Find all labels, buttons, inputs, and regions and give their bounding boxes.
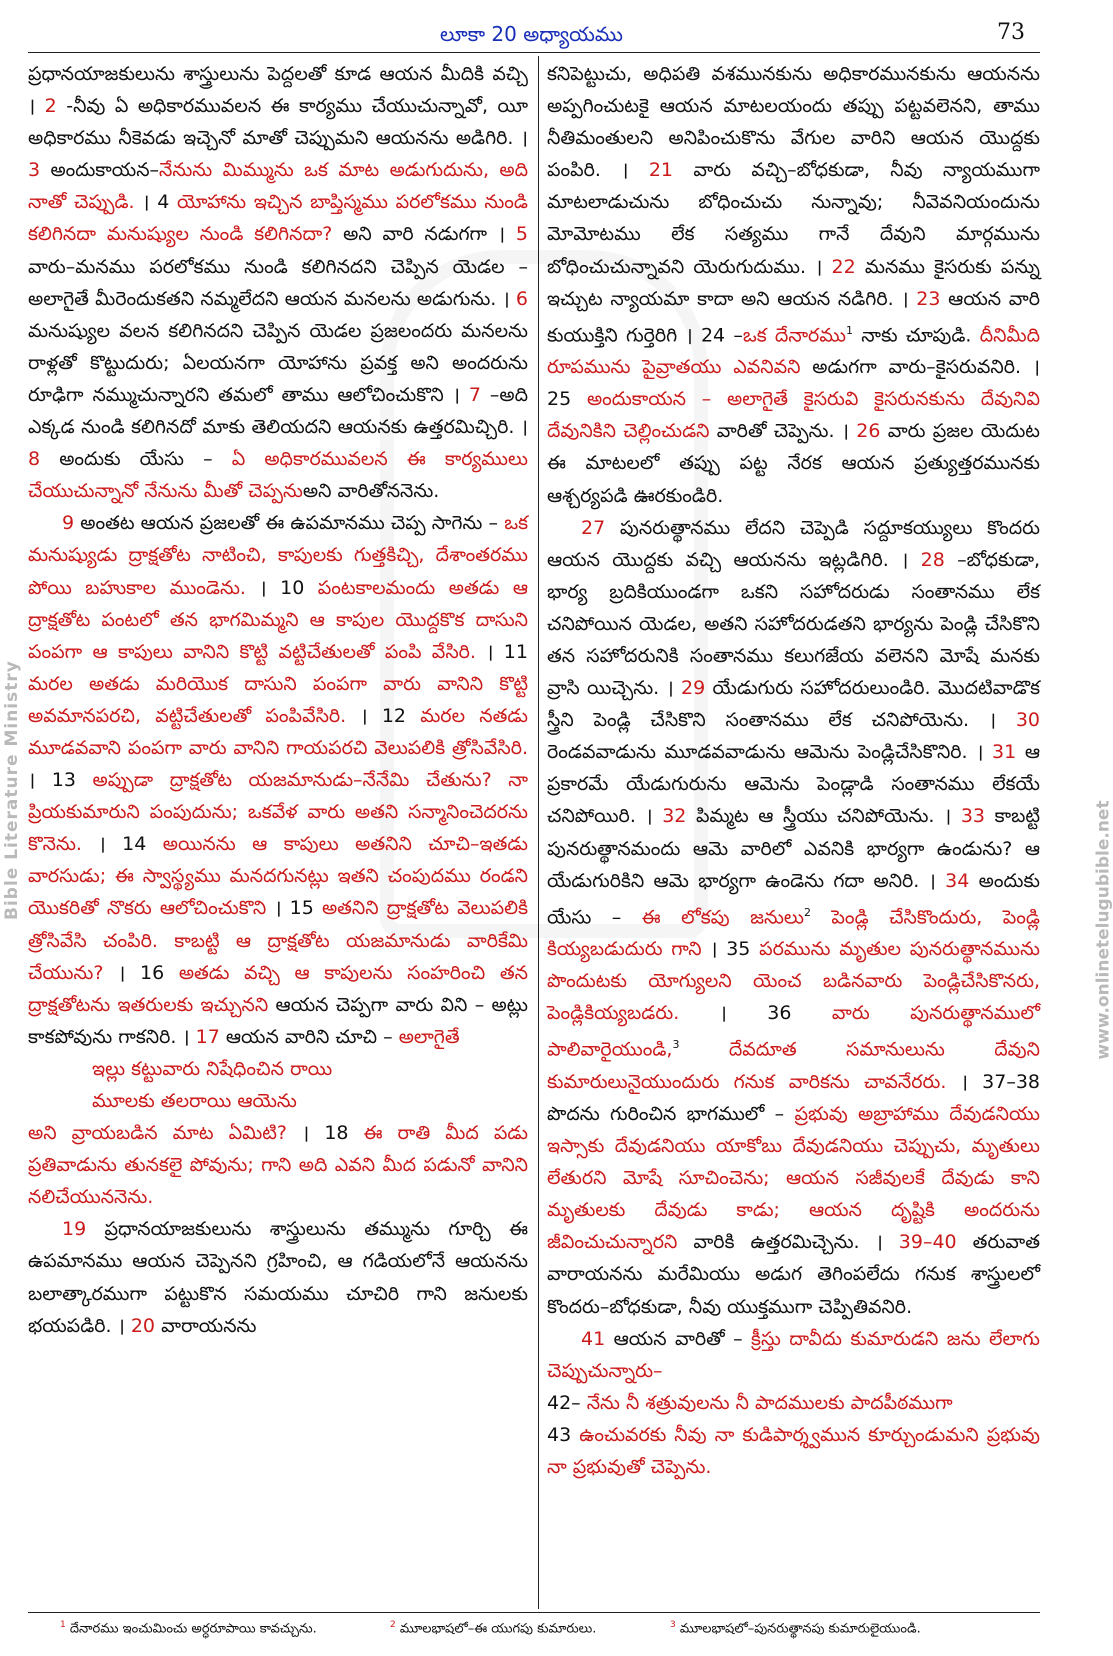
- verse-number: 19: [62, 1218, 87, 1241]
- verse-text: అడుగగా వారు–కైసరువనిరి. । 25: [547, 356, 1040, 411]
- red-letter-text: పరమును మృతుల పునరుత్థానమును పొందుటకు యోగ్యులని యెంచ బడినవారు పెండ్లిచేసికొనరు, పెండ్లికియ్యబడరు.: [547, 938, 1040, 1025]
- verse-text: అందుకు యేసు –: [547, 869, 1040, 929]
- red-letter-text: యోహాను ఇచ్చిన బాప్తిస్మము పరలోకము నుండి కలిగినదా మనుష్యుల నుండి కలిగినదా?: [28, 191, 528, 246]
- verse-text: రెండవవాడును మూడవవాడును ఆమెను పెండ్లిచేసికొనిరి. ।: [547, 741, 993, 764]
- watermark-left: Bible Literature Ministry: [2, 660, 22, 920]
- page-number: 73: [997, 20, 1025, 45]
- red-letter-text: అతనిని ద్రాక్షతోట వెలుపలికి త్రోసివేసి చంపిరి. కాబట్టి ఆ ద్రాక్షతోట యజమానుడు వారికేమి చేయును?: [28, 897, 528, 984]
- verse-text: । 15: [266, 897, 322, 920]
- verse-number: 27: [581, 516, 606, 539]
- verse-number: 30: [1015, 709, 1040, 732]
- verse-text: తరువాత వారాయనను మరేమియు అడుగ తెగింపలేదు గనుక శాస్త్రులలో కొందరు–బోధకుడా, నీవు యుక్తముగా చెప్పితివనిరి.: [547, 1231, 1040, 1318]
- verse-text: [811, 906, 831, 928]
- footnote: [670, 1620, 921, 1639]
- verse-number: 33: [960, 805, 986, 828]
- column-divider: [538, 56, 539, 1609]
- verse-text: ప్రధానయాజకులును శాస్త్రులును తమ్మును గూర్చి ఈ ఉపమానము ఆయన చెప్పెనని గ్రహించి, ఆ గడియలోనే ఆయనను బలాత్కారముగా పట్టుకొన సమయము చూచిరి గాని జనులకు భయపడిరి. ।: [28, 1218, 528, 1337]
- verse-number: 2: [44, 95, 57, 118]
- verse-text: ఆయన వారితో –: [605, 1327, 752, 1350]
- verse-text: ఆయన వారి కుయుక్తిని గుర్తెరిగి । 24 –: [547, 287, 1040, 347]
- verse-text: ఆయన వారిని చూచి –: [219, 1025, 399, 1048]
- verse-number: 28: [920, 548, 945, 571]
- paragraph: [547, 1323, 1040, 1387]
- red-letter-text: దేవదూత సమానులును దేవుని కుమారులునైయుందురు గనుక వారికను చావనేరరు.: [547, 1038, 1040, 1093]
- paragraph: [28, 507, 528, 1053]
- verse-number: 26: [856, 420, 881, 443]
- red-letter-text: ఒక దేనారము: [742, 324, 847, 347]
- quote-line: ఇల్లు కట్టువారు నిషేధించిన రాయి: [92, 1057, 333, 1080]
- red-letter-text: అప్పుడా ద్రాక్షతోట యజమానుడు–నేనేమి చేతును? నా ప్రియకుమారుని పంపుదును; ఒకవేళ వారు అతని సన్మానించెదరను కొనెను.: [28, 769, 528, 856]
- verse-text: యేడుగురు సహోదరులుండిరి. మొదటివాడొక స్త్రీని పెండ్లి చేసికొని సంతానము లేక చనిపోయెను. ।: [547, 677, 1040, 732]
- paragraph: [547, 1419, 1040, 1483]
- left-column: [28, 58, 528, 1342]
- verse-text: పిమ్మట ఆ స్త్రీయు చనిపోయెను. ।: [686, 805, 961, 828]
- red-letter-text: పెండ్లి చేసికొందురు, పెండ్లి కియ్యబడుదురు గాని: [547, 906, 1040, 961]
- verse-text: । 18: [286, 1122, 364, 1145]
- footnote-marker: 1: [846, 323, 854, 337]
- right-column: [547, 58, 1040, 1483]
- verse-text: । 4: [134, 191, 178, 214]
- verse-number: 41: [581, 1327, 606, 1350]
- red-letter-text: అతడు వచ్చి ఆ కాపులను సంహరించి తన ద్రాక్షతోటను ఇతరులకు ఇచ్చునని: [28, 961, 529, 1016]
- verse-text: వారు ప్రజల యెదుట ఈ మాటలలో తప్పు పట్ట నేరక ఆయన ప్రత్యుత్తరమునకు ఆశ్చర్యపడి ఊరకుండిరి.: [547, 420, 1040, 507]
- footnote-text: దేనారము ఇంచుమించు అర్ధరూపాయి కావచ్చును.: [65, 1621, 317, 1637]
- verse-text: 42–: [547, 1391, 587, 1414]
- verse-text: । 11: [475, 640, 528, 663]
- footnote: [390, 1620, 596, 1639]
- verse-number: 20: [130, 1314, 156, 1337]
- verse-text: నాకు చూపుడి.: [853, 324, 980, 347]
- watermark-right: www.onlinetelugubible.net: [1093, 800, 1113, 1060]
- verse-text: అని వారి నడుగగా ।: [332, 223, 516, 246]
- paragraph: [547, 512, 1040, 1323]
- red-letter-text: దీనిమీది రూపమును పైవ్రాతయు ఎవనివని: [547, 324, 1040, 379]
- red-letter-text: మరల అతడు మరియొక దాసుని పంపగా వారు వానిని కొట్టి అవమానపరచి, వట్టిచేతులతో పంపివేసిరి.: [28, 672, 528, 727]
- verse-number: 29: [681, 677, 706, 700]
- verse-number: 32: [662, 805, 687, 828]
- red-letter-text: అని వ్రాయబడిన మాట ఏమిటి?: [28, 1122, 287, 1145]
- verse-number: 31: [992, 741, 1017, 764]
- red-letter-text: ఏ అధికారమువలన ఈ కార్యములు చేయుచున్నానో నేనును మీతో చెప్పను: [28, 448, 528, 503]
- footnote-mark: 3: [670, 1620, 676, 1630]
- paragraph: [28, 1117, 528, 1213]
- verse-text: ప్రధానయాజకులును శాస్త్రులును పెద్దలతో కూడ ఆయన మీదికి వచ్చి ।: [28, 63, 528, 118]
- verse-number: 9: [62, 512, 75, 535]
- verse-number: 21: [648, 159, 673, 182]
- verse-text: । 16: [103, 961, 179, 984]
- footnote: [60, 1620, 317, 1639]
- verse-text: అని వారితోననెను.: [302, 480, 440, 503]
- verse-text: కనిపెట్టుచు, అధిపతి వశమునకును అధికారమునకును ఆయనను అప్పగించుటకై ఆయన మాటలయందు తప్పు పట్టవలెనని, తాము నీతిమంతులని అనిపించుకొను వేగుల వారిని ఆయన యొద్దకు పంపిరి. ।: [547, 63, 1040, 182]
- verse-text: –అది ఎక్కడ నుండి కలిగినదో మాకు తెలియదని ఆయనకు ఉత్తరమిచ్చిరి. ।: [28, 383, 528, 439]
- book-name: లూకా: [440, 22, 486, 46]
- running-title: [0, 22, 1063, 51]
- verse-number: 7: [468, 383, 481, 406]
- footnote-marker: 2: [803, 905, 811, 919]
- verse-text: । 36: [679, 1002, 832, 1025]
- verse-text: ఆ ప్రకారమే యేడుగురును ఆమెను పెండ్లాడి సంతానము లేకయే చనిపోయిరి. ।: [547, 741, 1040, 828]
- red-letter-text: అందుకాయన – అలాగైతే కైసరువి కైసరునకును దేవునివి దేవునికిని చెల్లించుడని: [547, 388, 1040, 443]
- red-letter-text: అలాగైతే: [398, 1025, 460, 1048]
- footnote-mark: 2: [390, 1620, 396, 1630]
- verse-text: అంతట ఆయన ప్రజలతో ఈ ఉపమానము చెప్ప సాగెను –: [74, 512, 505, 535]
- red-letter-text: ఉంచువరకు నీవు నా కుడిపార్శ్వమున కూర్చుండుమని ప్రభువు నా ప్రభువుతో చెప్పెను.: [547, 1423, 1041, 1479]
- verse-number: 39–40: [898, 1231, 957, 1254]
- verse-text: ఆయన చెప్పగా వారు విని – అట్లు కాకపోవును గాకనిరి. ।: [28, 993, 528, 1048]
- red-letter-text: పంటకాలమందు అతడు ఆ ద్రాక్షతోట పంటలో తన భాగమిమ్మని ఆ కాపుల యొద్దకొక దాసుని పంపగా ఆ కాపులు వానిని కొట్టి వట్టిచేతులతో పంపి వేసిరి.: [28, 576, 529, 663]
- paragraph: [28, 1213, 528, 1341]
- footnote-marker: 3: [672, 1038, 680, 1052]
- red-letter-text: వారు పునరుత్థానములో పాలివారైయుండి,: [547, 1002, 1040, 1061]
- verse-text: పునరుత్థానము లేదని చెప్పెడి సద్దూకయ్యులు కొందరు ఆయన యొద్దకు వచ్చి ఆయనను ఇట్లడిగిరి. ।: [547, 516, 1040, 571]
- red-letter-text: నేను నీ శత్రువులను నీ పాదములకు పాదపీఠముగా: [586, 1391, 953, 1414]
- page-header: [0, 0, 1063, 52]
- verse-text: । 35: [701, 938, 760, 961]
- paragraph: [547, 58, 1040, 512]
- verse-text: మనము కైసరుకు పన్ను ఇచ్చుట న్యాయమా కాదా అని ఆయన నడిగిరి. ।: [547, 255, 1040, 310]
- verse-text: వారు వచ్చి–బోధకుడా, నీవు న్యాయముగా మాటలాడుచును బోధించుచు నున్నావు; నీవెవనియందును మోమోటము లేక సత్యము గానే దేవుని మార్గమును బోధించుచున్నావని యెరుగుదుము. ।: [547, 159, 1040, 278]
- verse-text: మనుష్యుల వలన కలిగినదని చెప్పిన యెడల ప్రజలందరు మనలను రాళ్లతో కొట్టుదురు; ఏలయనగా యోహాను ప్రవక్త అని అందరును రూఢిగా నమ్ముచున్నారని తమలో తాము ఆలోచించుకొని ।: [28, 319, 528, 406]
- verse-text: -నీవు ఏ అధికారమువలన ఈ కార్యము చేయుచున్నావో, యీ అధికారము నీకెవడు ఇచ్చెనో మాతో చెప్పుమని ఆయనను అడిగిరి. ।: [28, 95, 528, 150]
- verse-text: । 12: [346, 704, 421, 727]
- verse-text: [679, 1039, 728, 1061]
- verse-text: వారాయనను: [155, 1314, 257, 1337]
- verse-number: 5: [515, 223, 528, 246]
- verse-number: 8: [28, 448, 41, 471]
- verse-number: 22: [831, 255, 856, 278]
- verse-text: కాబట్టి పునరుత్థానమందు ఆమె వారిలో ఎవనికి భార్యగా ఉండును? ఆ యేడుగురికిని ఆమె భార్యగా ఉండెను గదా అనిరి. ।: [547, 805, 1040, 892]
- chapter-number: 20: [491, 22, 517, 46]
- footnote-text: మూలభాషలో–పునరుత్థానపు కుమారులైయుండి.: [675, 1621, 921, 1637]
- verse-text: వారితో చెప్పెను. ।: [709, 420, 857, 443]
- verse-text: అందుకాయన–: [40, 159, 160, 182]
- header-rule: [28, 52, 1040, 53]
- red-letter-text: ఒక మనుష్యుడు ద్రాక్షతోట నాటించి, కాపులకు గుత్తకిచ్చి, దేశాంతరము పోయి బహుకాల ముండెను.: [28, 512, 528, 599]
- verse-text: । 10: [245, 576, 318, 599]
- verse-text: –బోధకుడా, భార్య బ్రదికియుండగా ఒకని సహోదరుడు సంతానము లేక చనిపోయిన యెడల, అతని సహోదరుడతని భార్యను పెండ్లి చేసికొని తన సహోదరునికి సంతానము కలుగజేయ వలెనని మోషే మనకు వ్రాసి యిచ్చెను. ।: [547, 548, 1040, 700]
- verse-text: । 37–38 పొదను గురించిన భాగములో –: [547, 1070, 1040, 1125]
- red-letter-text: క్రీస్తు దావీదు కుమారుడని జను లేలాగు చెప్పుచున్నారు–: [547, 1327, 1040, 1382]
- paragraph: [547, 1387, 1040, 1419]
- red-letter-text: మరల నతడు మూడవవాని పంపగా వారు వానిని గాయపరచి వెలుపలికి త్రోసివేసిరి.: [28, 704, 528, 759]
- verse-number: 34: [945, 869, 970, 892]
- verse-number: 23: [916, 287, 941, 310]
- verse-text: । 13: [28, 769, 93, 792]
- chapter-label: అధ్యాయము: [523, 22, 623, 46]
- quote-line: మూలకు తలరాయి ఆయెను: [92, 1090, 297, 1112]
- footnote-mark: 1: [60, 1620, 66, 1630]
- footnote-text: మూలభాషలో–ఈ యుగపు కుమారులు.: [395, 1621, 597, 1637]
- verse-number: 6: [515, 287, 528, 310]
- red-letter-text: ప్రభువు అబ్రాహాము దేవుడనియు ఇస్సాకు దేవుడనియు యాకోబు దేవుడనియు చెప్పుచు, మృతులు లేతురని మోషే సూచించెను; ఆయన సజీవులకే దేవుడు కాని మృతులకు దేవుడు కాడు; ఆయన దృష్టికి అందరును జీవించుచున్నారని: [547, 1102, 1040, 1254]
- paragraph: [28, 58, 528, 507]
- red-letter-text: నేనును మిమ్మును ఒక మాట అడుగుదును, అది నాతో చెప్పుడి.: [28, 159, 528, 214]
- red-letter-text: ఈ లోకపు జనులు: [641, 906, 804, 929]
- verse-number: 3: [28, 159, 41, 182]
- verse-text: వారు–మనము పరలోకము నుండి కలిగినదని చెప్పిన యెడల – అలాగైతే మీరెందుకతని నమ్మలేదని ఆయన మనలను అడుగును. ।: [28, 255, 528, 310]
- verse-text: । 14: [81, 833, 163, 856]
- red-letter-text: ఈ రాతి మీద పడు ప్రతివాడును తునకలై పోవును; గాని అది ఎవని మీద పడునో వానిని నలిచేయుననెను.: [28, 1122, 528, 1209]
- footnote-rule: [28, 1612, 1040, 1613]
- verse-text: అందుకు యేసు –: [40, 448, 232, 471]
- verse-text: వారికి ఉత్తరమిచ్చెను. ।: [677, 1231, 899, 1254]
- verse-number: 17: [195, 1025, 220, 1048]
- verse-text: 43: [547, 1423, 580, 1446]
- red-letter-text: అయినను ఆ కాపులు అతనిని చూచి–ఇతడు వారసుడు; ఈ స్వాస్థ్యము మనదగునట్లు ఇతని చంపుదము రండని యొకరితో నొకరు ఆలోచించుకొని: [28, 833, 529, 920]
